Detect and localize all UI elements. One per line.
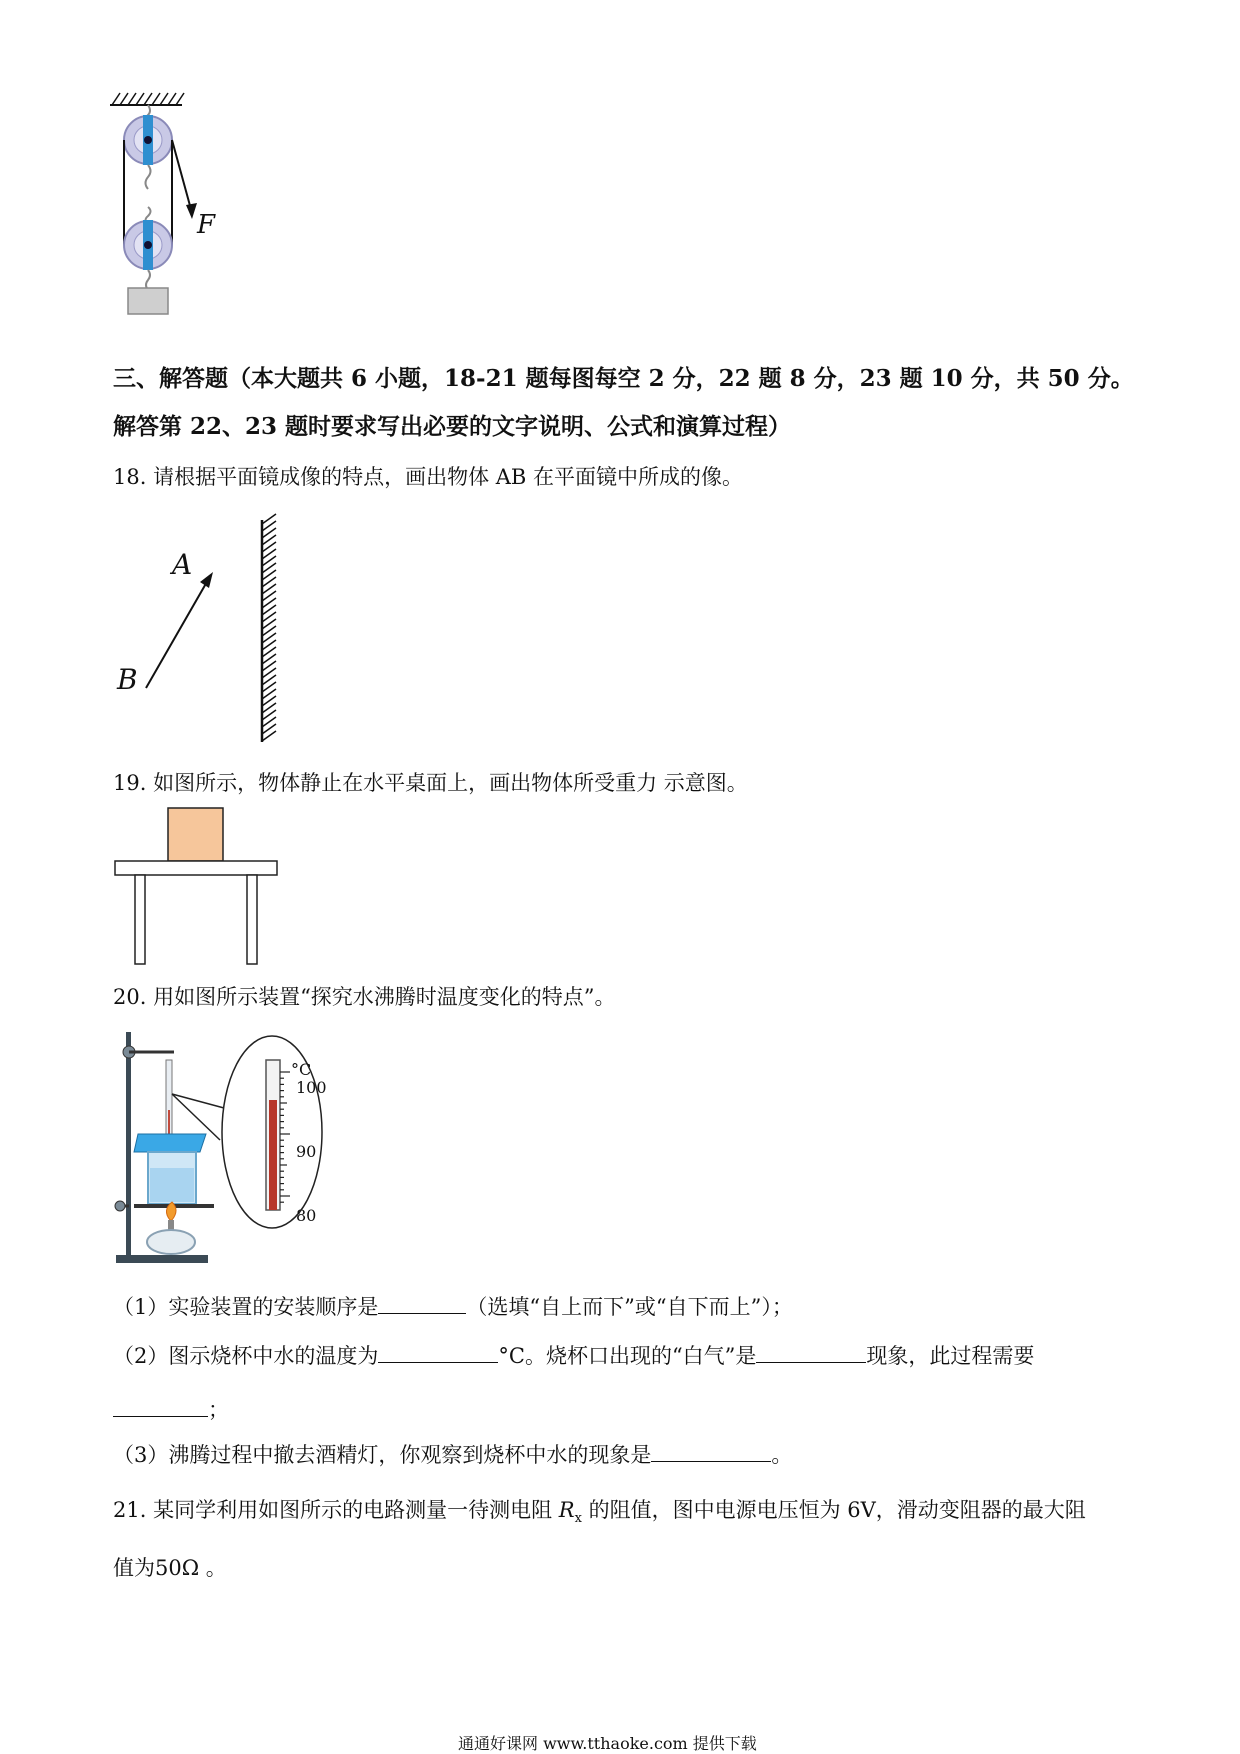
force-label: F <box>197 210 216 240</box>
answer-blank-4[interactable] <box>113 1394 208 1417</box>
table-figure <box>113 808 283 968</box>
question-19: 19. 如图所示，物体静止在水平桌面上，画出物体所受重力 示意图。 <box>113 771 748 795</box>
question-18: 18. 请根据平面镜成像的特点，画出物体 AB 在平面镜中所成的像。 <box>113 465 744 489</box>
section-heading-line2: 解答第 22、23 题时要求写出必要的文字说明、公式和演算过程） <box>113 413 792 440</box>
q21-text-before: 21. 某同学利用如图所示的电路测量一待测电阻 <box>113 1498 559 1522</box>
q20-p3-after: 。 <box>771 1443 793 1467</box>
question-20-part-2-cont <box>113 1394 229 1425</box>
answer-blank-5[interactable] <box>651 1439 771 1462</box>
question-20-part-3 <box>113 1439 792 1470</box>
pulley-figure <box>100 95 250 355</box>
question-20-part-1 <box>113 1291 793 1322</box>
answer-blank-2[interactable] <box>378 1340 498 1363</box>
label-a: A <box>172 548 193 581</box>
boiling-apparatus-figure <box>112 1030 362 1270</box>
page-footer: 通通好课网 www.tthaoke.com 提供下载 <box>458 1734 757 1753</box>
q20-p2-before: （2）图示烧杯中水的温度为 <box>113 1344 379 1368</box>
question-20-part-2 <box>113 1340 1034 1371</box>
thermometer-tick-90: 90 <box>296 1142 317 1161</box>
thermometer-tick-80: 80 <box>296 1206 317 1225</box>
thermometer-tick-100: 100 <box>296 1078 327 1097</box>
q20-p2-end: ； <box>208 1398 229 1422</box>
resistor-subscript: x <box>574 1511 582 1527</box>
q20-p1-before: （1）实验装置的安装顺序是 <box>113 1295 379 1319</box>
mirror-figure <box>110 520 290 750</box>
q21-text-after: 的阻值，图中电源电压恒为 6V，滑动变阻器的最大阻 <box>581 1498 1086 1522</box>
section-heading-line1: 三、解答题（本大题共 6 小题，18-21 题每图每空 2 分，22 题 8 分，23 题 10 分，共 50 分。 <box>113 365 1134 392</box>
question-21 <box>113 1495 1086 1534</box>
q20-p2-after: 现象，此过程需要 <box>866 1344 1035 1368</box>
answer-blank-3[interactable] <box>756 1340 866 1363</box>
answer-blank-1[interactable] <box>378 1291 466 1314</box>
label-b: B <box>117 663 138 696</box>
question-21-line2: 值为50Ω 。 <box>113 1556 227 1580</box>
thermometer-unit: °C <box>291 1060 312 1079</box>
q20-p1-after: （选填“自上而下”或“自下而上”）； <box>466 1295 793 1319</box>
question-20: 20. 用如图所示装置“探究水沸腾时温度变化的特点”。 <box>113 985 616 1009</box>
q20-p2-mid: °C。烧杯口出现的“白气”是 <box>498 1344 757 1368</box>
q20-p3-before: （3）沸腾过程中撤去酒精灯，你观察到烧杯中水的现象是 <box>113 1443 652 1467</box>
resistor-symbol: R <box>558 1498 575 1522</box>
